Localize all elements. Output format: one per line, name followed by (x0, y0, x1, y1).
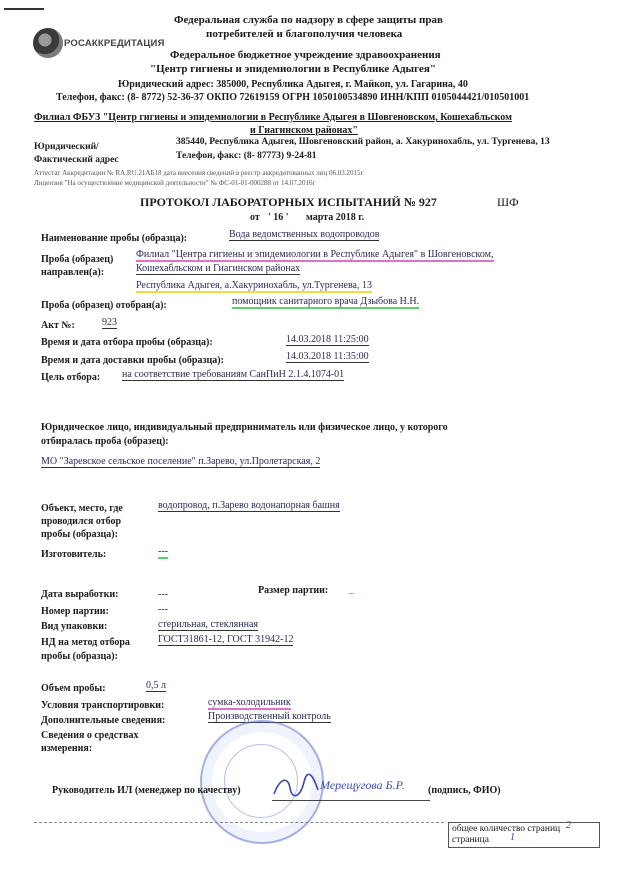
batch-size-label: Размер партии: (258, 585, 329, 596)
header-line-3: Федеральное бюджетное учреждение здравоохранения (170, 49, 441, 61)
object-value: водопровод, п.Зарево водонапорная башня (158, 500, 340, 511)
nd-label-2: пробы (образца): (41, 651, 118, 662)
instruments-label-2: измерения: (41, 743, 93, 754)
act-value: 923 (102, 317, 117, 328)
batch-number-label: Номер партии: (41, 606, 109, 617)
production-date-label: Дата выработки: (41, 589, 119, 600)
object-label-2: проводился отбор (41, 516, 122, 527)
volume-value: 0,5 л (146, 680, 166, 691)
packaging-value: стерильная, стеклянная (158, 619, 258, 630)
sample-name-value: Вода ведомственных водопроводов (229, 229, 380, 240)
object-label-3: пробы (образца): (41, 529, 118, 540)
entity-value: МО "Заревское сельское поселение" п.Зарево, ул.Пролетарская, 2 (41, 456, 321, 467)
footer-total-pages-value: 2 (566, 820, 571, 831)
nd-label-1: НД на метод отбора (41, 637, 130, 648)
sent-to-value-3: Республика Адыгея, а.Хакуринохабль, ул.Тургенева, 13 (136, 280, 372, 291)
entity-label-2: отбиралась проба (образец): (41, 436, 169, 447)
act-label: Акт №: (41, 320, 75, 331)
transport-value: сумка-холодильник (208, 697, 291, 708)
footer-page-value: 1 (510, 832, 515, 843)
sent-to-label-1: Проба (образец) (41, 254, 114, 265)
branch-license: Лицензия "На осуществление медицинской деятельности" № ФС-01-01-000288 от 14.07.2016г (34, 179, 316, 187)
taken-by-value: помощник санитарного врача Дзыбова Н.Н. (232, 296, 420, 307)
protocol-date-prefix: от (250, 212, 260, 223)
volume-label: Объем пробы: (41, 683, 106, 694)
protocol-title: ПРОТОКОЛ ЛАБОРАТОРНЫХ ИСПЫТАНИЙ № 927 (140, 195, 437, 209)
signature-underline (272, 800, 430, 801)
taken-by-label: Проба (образец) отобран(а): (41, 300, 167, 311)
manufacturer-label: Изготовитель: (41, 549, 107, 560)
packaging-label: Вид упаковки: (41, 621, 108, 632)
protocol-date-day: ' 16 ' (268, 212, 289, 223)
footer-page-label: страница (452, 835, 489, 845)
header-line-2: потребителей и благополучия человека (206, 28, 403, 40)
purpose-label: Цель отбора: (41, 372, 101, 383)
header-address: Юридический адрес: 385000, Республика Адыгея, г. Майкоп, ул. Гагарина, 40 (118, 79, 468, 90)
nd-value: ГОСТ31861-12, ГОСТ 31942-12 (158, 634, 294, 645)
branch-title-2: и Гиагинском районах" (250, 125, 358, 136)
sent-to-label-2: направлен(а): (41, 267, 105, 278)
logo-text: РОСАККРЕДИТАЦИЯ (64, 38, 165, 49)
signature-name: Мерещугова Б.Р. (320, 778, 405, 792)
branch-accreditation: Аттестат Аккредитации № RA.RU.21АБ18 дата внесения сведений в реестр аккредитованных лиц 06.03.2015г (34, 169, 364, 177)
protocol-date-month-year: марта 2018 г. (306, 212, 365, 223)
sent-to-value-2: Кошехабльском и Гиагинском районах (136, 263, 301, 274)
transport-label: Условия транспортировки: (41, 700, 165, 711)
branch-address-label-2: Фактический адрес (34, 155, 119, 165)
purpose-value: на соответствие требованиям СанПиН 2.1.4.1074-01 (122, 369, 345, 380)
batch-size-value: _ (349, 584, 354, 595)
delivery-time-value: 14.03.2018 11:35:00 (286, 351, 369, 362)
extra-value: Производственный контроль (208, 711, 331, 722)
production-date-value: --- (158, 589, 168, 600)
instruments-label-1: Сведения о средствах (41, 730, 139, 741)
object-label-1: Объект, место, где (41, 503, 123, 514)
signature-suffix: (подпись, ФИО) (428, 785, 501, 796)
extra-label: Дополнительные сведения: (41, 715, 166, 726)
branch-address-label-1: Юридический/ (34, 142, 99, 152)
protocol-code: ШФ (497, 195, 519, 209)
handwritten-signature (270, 772, 322, 802)
sampling-time-value: 14.03.2018 11:25:00 (286, 334, 369, 345)
signature-label: Руководитель ИЛ (менеджер по качеству) (52, 785, 241, 796)
batch-number-value: --- (158, 604, 168, 615)
branch-phone: Телефон, факс: (8- 87773) 9-24-81 (176, 151, 317, 161)
sample-name-label: Наименование пробы (образца): (41, 233, 188, 244)
header-phone: Телефон, факс: (8- 8772) 52-36-37 ОКПО 72619159 ОГРН 1050100534890 ИНН/КПП 0105044421/010501001 (56, 92, 530, 103)
entity-label-1: Юридическое лицо, индивидуальный предприниматель или физическое лицо, у которого (41, 422, 448, 433)
header-line-1: Федеральная служба по надзору в сфере защиты прав (174, 14, 443, 26)
sent-to-value-1: Филиал "Центра гигиены и эпидемиологии в Республике Адыгея" в Шовгеновском, (136, 249, 494, 260)
delivery-time-label: Время и дата доставки пробы (образца): (41, 355, 224, 366)
rosaccreditation-logo-icon (33, 28, 63, 58)
footer-total-pages-label: общее количество страниц (452, 824, 561, 834)
branch-address: 385440, Республика Адыгея, Шовгеновский район, а. Хакуринохабль, ул. Тургенева, 13 (176, 137, 550, 147)
sampling-time-label: Время и дата отбора пробы (образца): (41, 337, 213, 348)
scan-mark (4, 8, 44, 10)
branch-title-1: Филиал ФБУЗ "Центр гигиены и эпидемиологии в Республике Адыгея в Шовгеновском, Кошехабльском (34, 112, 512, 123)
footer-rule (34, 822, 444, 823)
manufacturer-value: --- (158, 546, 168, 557)
header-line-4: "Центр гигиены и эпидемиологии в Республике Адыгея" (150, 63, 436, 75)
